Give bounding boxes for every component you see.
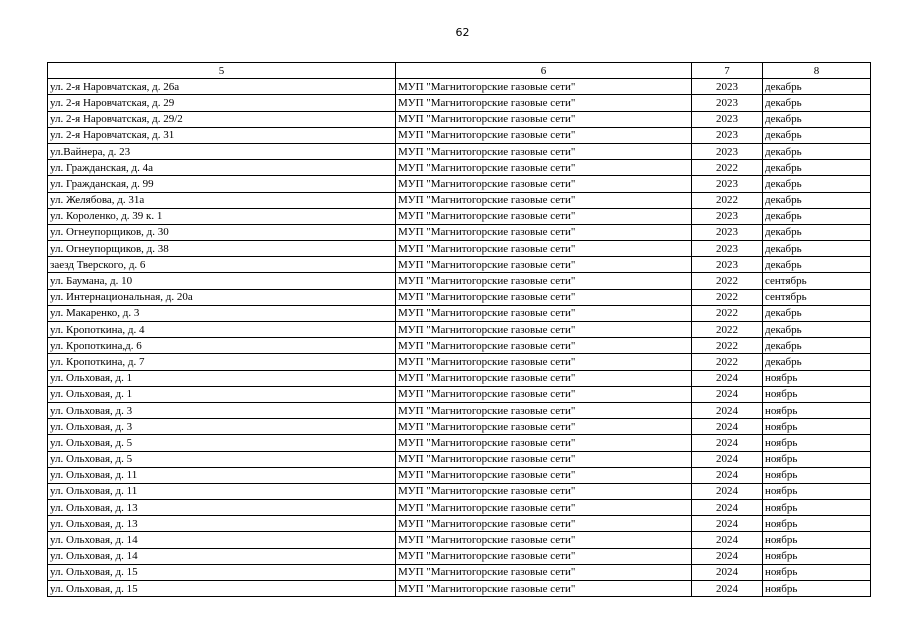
cell-organization: МУП "Магнитогорские газовые сети" (396, 419, 692, 435)
cell-organization: МУП "Магнитогорские газовые сети" (396, 467, 692, 483)
table-row (48, 419, 871, 435)
table-row (48, 241, 871, 257)
table-row (48, 143, 871, 159)
table-row (48, 273, 871, 289)
cell-address: заезд Тверского, д. 6 (48, 257, 396, 273)
table-row (48, 467, 871, 483)
cell-month: декабрь (763, 143, 871, 159)
cell-organization: МУП "Магнитогорские газовые сети" (396, 192, 692, 208)
table-row (48, 354, 871, 370)
cell-organization: МУП "Магнитогорские газовые сети" (396, 338, 692, 354)
cell-year: 2024 (692, 435, 763, 451)
cell-organization: МУП "Магнитогорские газовые сети" (396, 322, 692, 338)
cell-year: 2023 (692, 111, 763, 127)
cell-month: декабрь (763, 95, 871, 111)
table-row (48, 386, 871, 402)
cell-organization: МУП "Магнитогорские газовые сети" (396, 370, 692, 386)
table-row (48, 305, 871, 321)
cell-year: 2024 (692, 419, 763, 435)
cell-organization: МУП "Магнитогорские газовые сети" (396, 241, 692, 257)
column-header-address: 5 (48, 63, 396, 79)
page-number: 62 (455, 26, 470, 39)
table-row (48, 500, 871, 516)
column-header-month: 8 (763, 63, 871, 79)
cell-month: сентябрь (763, 273, 871, 289)
cell-month: ноябрь (763, 564, 871, 580)
table-row (48, 127, 871, 143)
cell-month: декабрь (763, 160, 871, 176)
cell-year: 2024 (692, 451, 763, 467)
cell-address: ул. 2-я Наровчатская, д. 29/2 (48, 111, 396, 127)
cell-address: ул. Интернациональная, д. 20а (48, 289, 396, 305)
table-row (48, 402, 871, 418)
cell-address: ул. Огнеупорщиков, д. 30 (48, 224, 396, 240)
cell-month: декабрь (763, 192, 871, 208)
cell-address: ул. 2-я Наровчатская, д. 31 (48, 127, 396, 143)
table-row (48, 79, 871, 95)
cell-year: 2024 (692, 386, 763, 402)
cell-address: ул. Ольховая, д. 15 (48, 581, 396, 597)
cell-address: ул. Ольховая, д. 14 (48, 532, 396, 548)
cell-organization: МУП "Магнитогорские газовые сети" (396, 224, 692, 240)
cell-year: 2024 (692, 532, 763, 548)
column-header-year: 7 (692, 63, 763, 79)
cell-organization: МУП "Магнитогорские газовые сети" (396, 273, 692, 289)
table-row (48, 548, 871, 564)
cell-month: ноябрь (763, 435, 871, 451)
cell-address: ул. Ольховая, д. 11 (48, 483, 396, 499)
cell-year: 2022 (692, 322, 763, 338)
table-row (48, 160, 871, 176)
table-row (48, 532, 871, 548)
cell-address: ул. Короленко, д. 39 к. 1 (48, 208, 396, 224)
cell-address: ул. 2-я Наровчатская, д. 29 (48, 95, 396, 111)
cell-month: ноябрь (763, 548, 871, 564)
cell-organization: МУП "Магнитогорские газовые сети" (396, 257, 692, 273)
cell-organization: МУП "Магнитогорские газовые сети" (396, 483, 692, 499)
cell-year: 2024 (692, 467, 763, 483)
cell-organization: МУП "Магнитогорские газовые сети" (396, 532, 692, 548)
cell-address: ул. 2-я Наровчатская, д. 26а (48, 79, 396, 95)
cell-address: ул. Кропоткина,д. 6 (48, 338, 396, 354)
cell-organization: МУП "Магнитогорские газовые сети" (396, 176, 692, 192)
cell-year: 2022 (692, 192, 763, 208)
cell-year: 2024 (692, 564, 763, 580)
cell-month: декабрь (763, 224, 871, 240)
cell-organization: МУП "Магнитогорские газовые сети" (396, 386, 692, 402)
table-row (48, 435, 871, 451)
cell-month: декабрь (763, 338, 871, 354)
cell-month: декабрь (763, 257, 871, 273)
table-row (48, 289, 871, 305)
cell-month: ноябрь (763, 516, 871, 532)
cell-organization: МУП "Магнитогорские газовые сети" (396, 500, 692, 516)
cell-organization: МУП "Магнитогорские газовые сети" (396, 79, 692, 95)
cell-month: декабрь (763, 111, 871, 127)
cell-year: 2023 (692, 224, 763, 240)
table-row (48, 95, 871, 111)
cell-organization: МУП "Магнитогорские газовые сети" (396, 289, 692, 305)
table-row (48, 224, 871, 240)
cell-month: декабрь (763, 127, 871, 143)
cell-organization: МУП "Магнитогорские газовые сети" (396, 354, 692, 370)
cell-address: ул.Вайнера, д. 23 (48, 143, 396, 159)
cell-year: 2022 (692, 338, 763, 354)
cell-month: ноябрь (763, 483, 871, 499)
cell-month: ноябрь (763, 581, 871, 597)
cell-address: ул. Ольховая, д. 3 (48, 419, 396, 435)
cell-year: 2022 (692, 160, 763, 176)
cell-year: 2024 (692, 370, 763, 386)
table-row (48, 338, 871, 354)
cell-month: сентябрь (763, 289, 871, 305)
cell-address: ул. Ольховая, д. 13 (48, 516, 396, 532)
cell-month: ноябрь (763, 370, 871, 386)
table-row (48, 581, 871, 597)
table-row (48, 370, 871, 386)
cell-month: декабрь (763, 79, 871, 95)
cell-year: 2023 (692, 143, 763, 159)
cell-month: декабрь (763, 241, 871, 257)
cell-year: 2023 (692, 241, 763, 257)
cell-month: декабрь (763, 208, 871, 224)
cell-address: ул. Ольховая, д. 5 (48, 451, 396, 467)
cell-organization: МУП "Магнитогорские газовые сети" (396, 160, 692, 176)
header-row (48, 63, 871, 79)
table-header (48, 63, 871, 79)
cell-address: ул. Кропоткина, д. 7 (48, 354, 396, 370)
cell-organization: МУП "Магнитогорские газовые сети" (396, 548, 692, 564)
cell-organization: МУП "Магнитогорские газовые сети" (396, 516, 692, 532)
table-row (48, 208, 871, 224)
cell-organization: МУП "Магнитогорские газовые сети" (396, 581, 692, 597)
cell-organization: МУП "Магнитогорские газовые сети" (396, 143, 692, 159)
table-row (48, 564, 871, 580)
table-row (48, 192, 871, 208)
cell-month: ноябрь (763, 500, 871, 516)
cell-month: ноябрь (763, 532, 871, 548)
data-table (47, 62, 871, 597)
cell-address: ул. Ольховая, д. 1 (48, 370, 396, 386)
cell-year: 2022 (692, 305, 763, 321)
table-row (48, 111, 871, 127)
cell-organization: МУП "Магнитогорские газовые сети" (396, 402, 692, 418)
cell-address: ул. Желябова, д. 31а (48, 192, 396, 208)
cell-year: 2024 (692, 483, 763, 499)
cell-address: ул. Ольховая, д. 11 (48, 467, 396, 483)
cell-organization: МУП "Магнитогорские газовые сети" (396, 564, 692, 580)
table-row (48, 516, 871, 532)
cell-year: 2024 (692, 516, 763, 532)
cell-address: ул. Кропоткина, д. 4 (48, 322, 396, 338)
table-body (48, 79, 871, 597)
cell-address: ул. Ольховая, д. 14 (48, 548, 396, 564)
cell-year: 2024 (692, 581, 763, 597)
cell-address: ул. Ольховая, д. 15 (48, 564, 396, 580)
cell-year: 2023 (692, 176, 763, 192)
cell-year: 2023 (692, 208, 763, 224)
cell-month: ноябрь (763, 451, 871, 467)
cell-month: декабрь (763, 305, 871, 321)
column-header-organization: 6 (396, 63, 692, 79)
cell-year: 2023 (692, 127, 763, 143)
cell-month: декабрь (763, 322, 871, 338)
cell-month: ноябрь (763, 419, 871, 435)
cell-year: 2022 (692, 354, 763, 370)
cell-year: 2023 (692, 79, 763, 95)
table-row (48, 483, 871, 499)
cell-year: 2024 (692, 402, 763, 418)
cell-address: ул. Ольховая, д. 13 (48, 500, 396, 516)
cell-organization: МУП "Магнитогорские газовые сети" (396, 305, 692, 321)
cell-address: ул. Гражданская, д. 4а (48, 160, 396, 176)
cell-year: 2024 (692, 500, 763, 516)
cell-address: ул. Огнеупорщиков, д. 38 (48, 241, 396, 257)
cell-address: ул. Макаренко, д. 3 (48, 305, 396, 321)
cell-organization: МУП "Магнитогорские газовые сети" (396, 208, 692, 224)
cell-month: ноябрь (763, 386, 871, 402)
cell-month: ноябрь (763, 402, 871, 418)
cell-address: ул. Ольховая, д. 3 (48, 402, 396, 418)
cell-month: декабрь (763, 354, 871, 370)
table-row (48, 451, 871, 467)
cell-address: ул. Гражданская, д. 99 (48, 176, 396, 192)
cell-address: ул. Ольховая, д. 5 (48, 435, 396, 451)
cell-month: декабрь (763, 176, 871, 192)
cell-address: ул. Баумана, д. 10 (48, 273, 396, 289)
cell-organization: МУП "Магнитогорские газовые сети" (396, 127, 692, 143)
cell-year: 2023 (692, 95, 763, 111)
table-row (48, 176, 871, 192)
cell-year: 2022 (692, 273, 763, 289)
table-row (48, 257, 871, 273)
cell-address: ул. Ольховая, д. 1 (48, 386, 396, 402)
cell-organization: МУП "Магнитогорские газовые сети" (396, 95, 692, 111)
cell-year: 2023 (692, 257, 763, 273)
cell-organization: МУП "Магнитогорские газовые сети" (396, 111, 692, 127)
cell-organization: МУП "Магнитогорские газовые сети" (396, 435, 692, 451)
cell-month: ноябрь (763, 467, 871, 483)
table-row (48, 322, 871, 338)
cell-year: 2024 (692, 548, 763, 564)
cell-year: 2022 (692, 289, 763, 305)
cell-organization: МУП "Магнитогорские газовые сети" (396, 451, 692, 467)
